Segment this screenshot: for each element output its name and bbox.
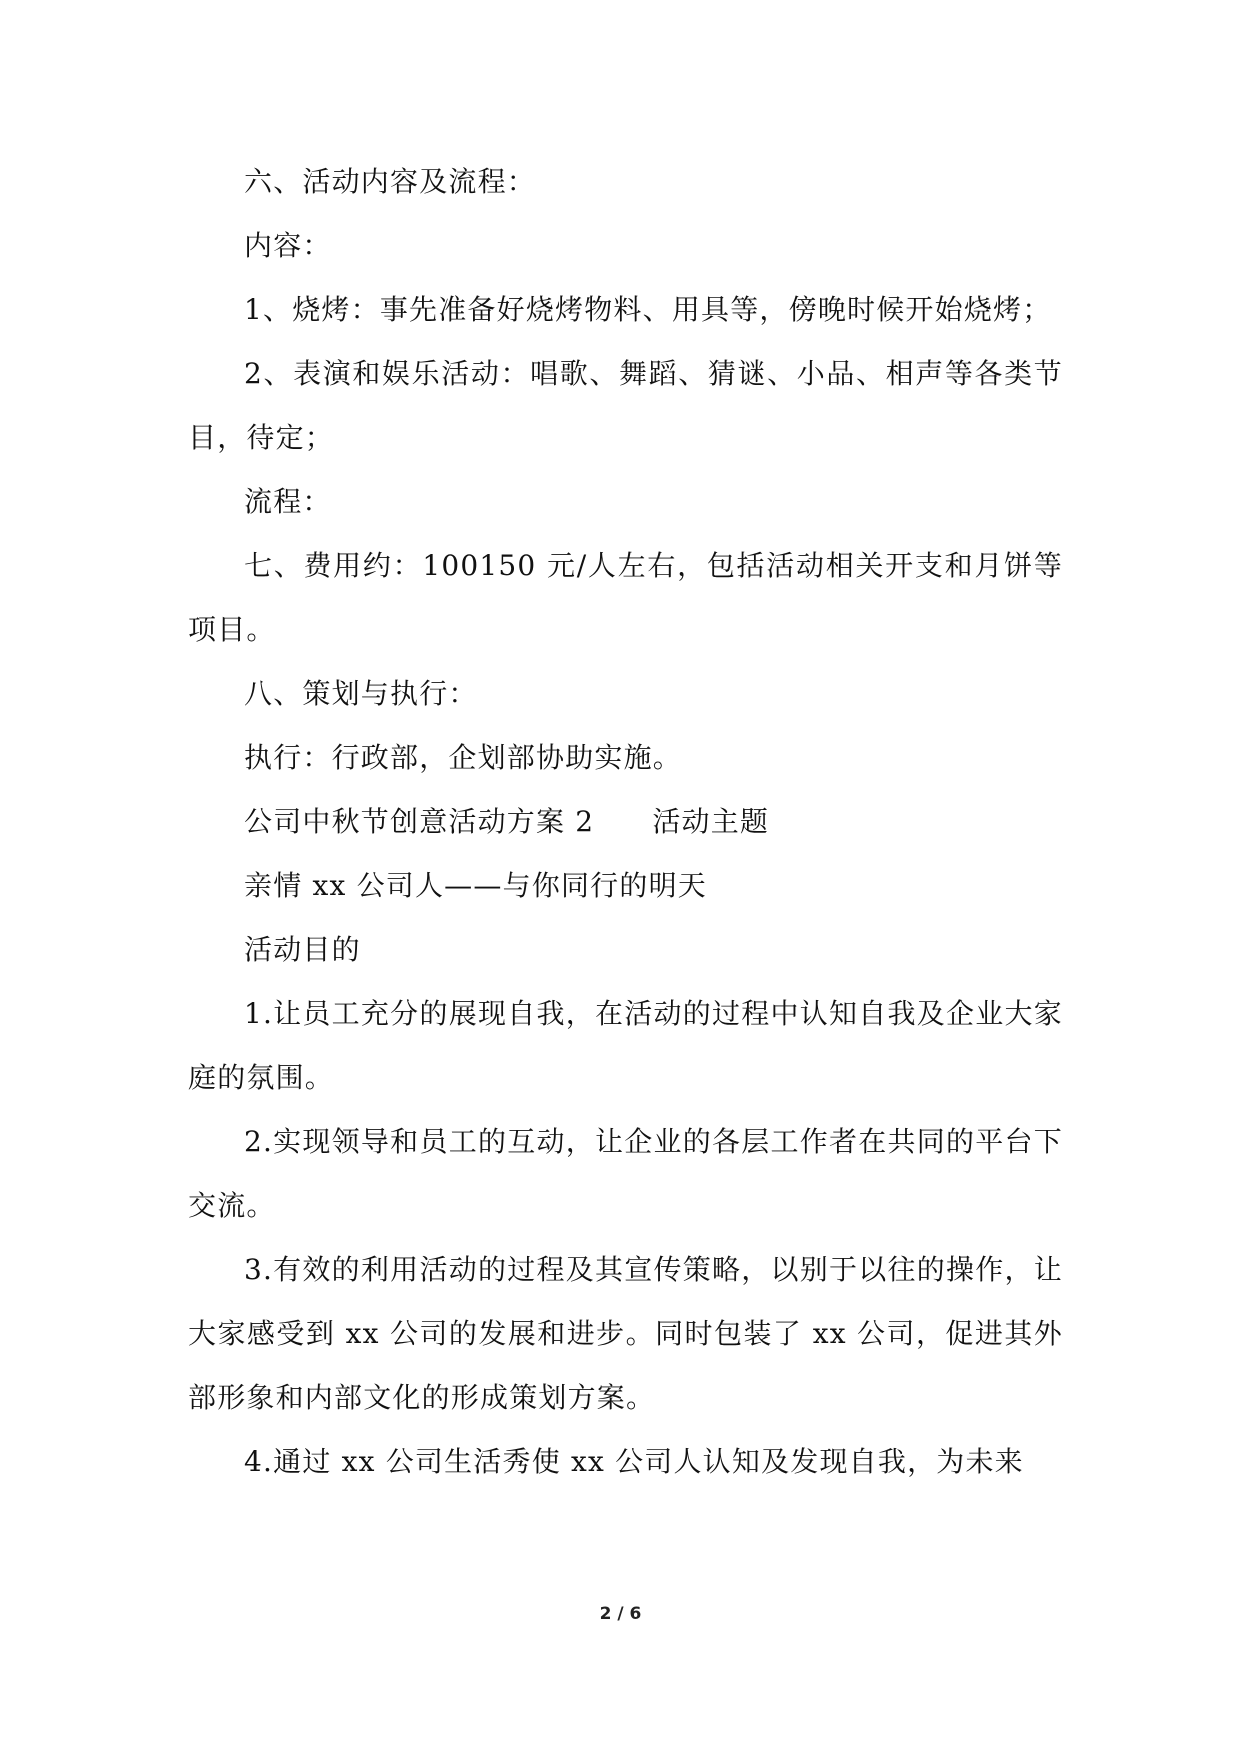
purpose-label: 活动目的	[244, 933, 361, 966]
section-heading-planning: 八、策划与执行：	[244, 677, 478, 710]
purpose-item-3: 3.有效的利用活动的过程及其宣传策略，以别于以往的操作，让大家感受到 xx 公司的发展和进步。同时包装了 xx 公司，促进其外部形象和内部文化的形成策划方案。	[188, 1253, 1063, 1414]
process-label: 流程：	[244, 485, 332, 518]
section-heading-cost: 七、费用约：100150 元/人左右，包括活动相关开支和月饼等项目。	[188, 549, 1063, 646]
document-body	[188, 150, 1063, 1494]
page-number: 2 / 6	[599, 1604, 642, 1624]
section-heading-activity-content: 六、活动内容及流程：	[244, 165, 537, 198]
execution-line: 执行：行政部，企划部协助实施。	[244, 741, 683, 774]
content-label: 内容：	[244, 229, 332, 262]
theme-line: 亲情 xx 公司人——与你同行的明天	[244, 869, 707, 902]
plan-subtitle: 活动主题	[652, 805, 770, 838]
plan-title: 公司中秋节创意活动方案 2	[244, 805, 595, 838]
purpose-item-1: 1.让员工充分的展现自我，在活动的过程中认知自我及企业大家庭的氛围。	[188, 997, 1063, 1094]
purpose-item-4: 4.通过 xx 公司生活秀使 xx 公司人认知及发现自我，为未来	[244, 1445, 1024, 1478]
purpose-item-2: 2.实现领导和员工的互动，让企业的各层工作者在共同的平台下交流。	[188, 1125, 1063, 1222]
plan-title-line	[188, 790, 1063, 854]
list-item-performance: 2、表演和娱乐活动：唱歌、舞蹈、猜谜、小品、相声等各类节目，待定；	[188, 357, 1063, 454]
list-item-barbecue: 1、烧烤：事先准备好烧烤物料、用具等，傍晚时候开始烧烤；	[244, 293, 1052, 326]
